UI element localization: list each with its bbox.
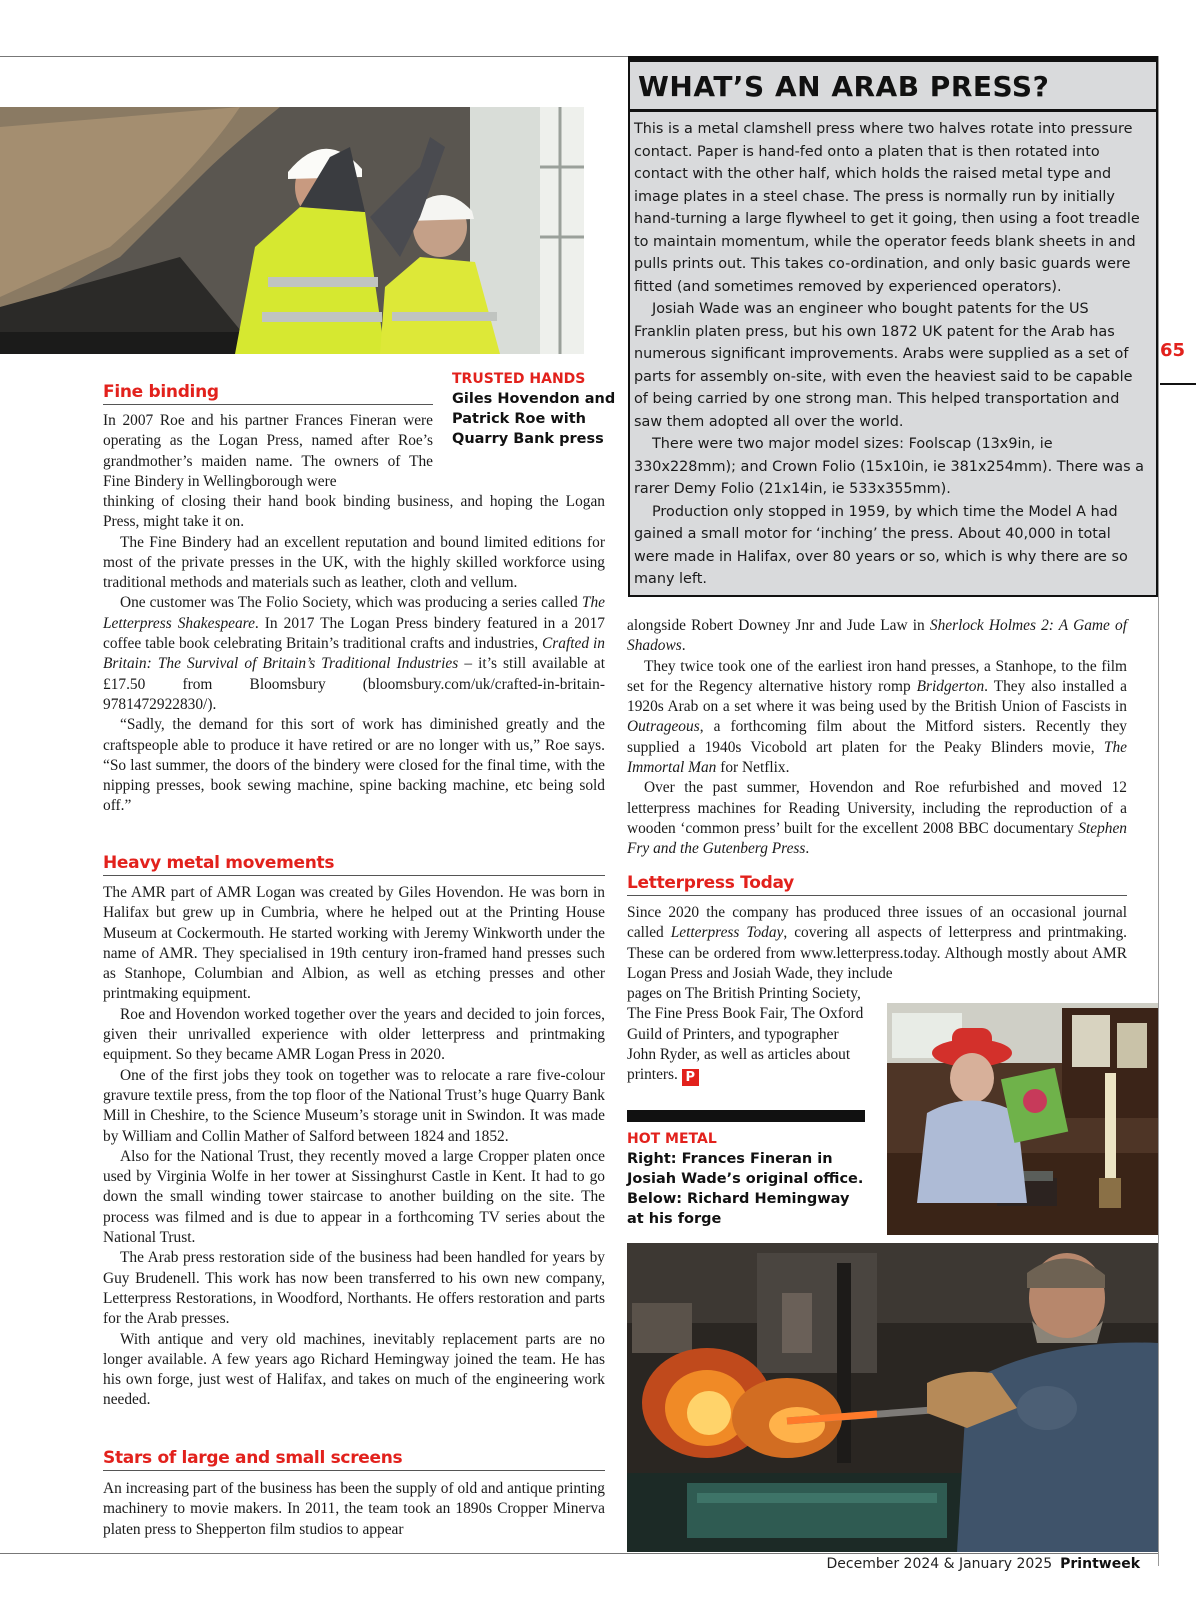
italic-title: Stephen Fry and the Gutenberg Press [627, 819, 1127, 858]
boxout-title: WHAT’S AN ARAB PRESS? [630, 62, 1156, 112]
column-letterpress-today-narrow [627, 984, 865, 1086]
photo-office [887, 1003, 1158, 1235]
italic-title: Sherlock Holmes 2: A Game of Shadows [627, 617, 1127, 655]
bottom-rule [0, 1553, 1158, 1554]
text-run: , covering all aspects of letterpress and printmaking. These can be ordered from www.letterpress.today. Although mostly about AMR Logan Press and Josiah Wade, they include [627, 924, 1127, 982]
page-number-rule [1160, 383, 1196, 385]
right-rule [1158, 56, 1159, 1566]
text-run: . [681, 637, 686, 655]
column-letterpress-today [627, 903, 1127, 984]
body-paragraph: The Fine Bindery had an excellent reputation and bound limited editions for most of the private presses in the UK, with the highly skilled workforce using traditional methods and materials such as leather, cloth and vellum. [103, 533, 605, 592]
body-paragraph: The Arab press restoration side of the business had been handled for years by Guy Brudenell. This work has now been transferred to his own new company, Letterpress Restorations, in Woodford, Northants. He offers restoration and parts for the Arab presses. [103, 1249, 605, 1328]
boxout-paragraph: Josiah Wade was an engineer who bought patents for the US Franklin platen press, but his own 1872 UK patent for the Arab has numerous significant improvements. Arabs were supplied as a set of parts for assembly on-site, with even the heaviest said to be capable of being carried by one strong man. This helped transportation and saw them adopted all over the world. [634, 301, 1133, 430]
boxout-paragraph: Production only stopped in 1959, by which time the Model A had gained a small motor for ‘inching’ the press. About 40,000 in total were made in Halifax, over 80 years or so, which is why there are so many left. [634, 503, 1128, 587]
text-run: – it’s still available at £17.50 from Bloomsbury (bloomsbury.com/uk/crafted-in-britain-9781472922830/). [103, 655, 605, 713]
arab-press-boxout [628, 62, 1158, 597]
body-paragraph: The AMR part of AMR Logan was created by Giles Hovendon. He was born in Halifax but grew up in Cumbria, where he helped out at the Printing House Museum at Cockermouth. He started working with Jeremy Winkworth under the name of AMR. They specialised in 19th century iron-framed hand presses such as Stanhope, Columbian and Albion, as well as etching presses and other printmaking equipment. [103, 884, 605, 1003]
caption-text: Giles Hovendon and Patrick Roe with Quarry Bank press [452, 391, 616, 447]
caption-trusted-hands [452, 369, 617, 449]
italic-title: Bridgerton [916, 677, 985, 695]
body-paragraph [103, 593, 605, 715]
subhead-stars: Stars of large and small screens [103, 1448, 605, 1471]
text-run: Over the past summer, Hovendon and Roe refurbished and moved 12 letterpress machines for Reading University, including the reproduction of a wooden ‘common press’ built for the excellent 2008 BBC documentary [627, 779, 1127, 837]
text-run: , a forthcoming film about the Mitford sisters. Recently they supplied a 1940s Vicobold art platen for the Peaky Blinders movie, [627, 718, 1127, 756]
italic-title: Letterpress Today [670, 924, 784, 942]
text-run: . In 2017 The Logan Press bindery featured in a 2017 coffee table book celebrating Britain’s traditional crafts and industries, [103, 614, 605, 653]
body-paragraph: One of the first jobs they took on together was to relocate a rare five-colour gravure textile press, from the top floor of the National Trust’s huge Quarry Bank Mill in Cheshire, to the Science Museum’s storage unit in Swindon. It was made by William and Collin Mather of Salford between 1824 and 1852. [103, 1066, 605, 1145]
page-number: 65 [1160, 340, 1186, 361]
body-paragraph [627, 616, 1127, 657]
body-paragraph [627, 984, 865, 1086]
body-paragraph [627, 903, 1127, 984]
caption-title: TRUSTED HANDS [452, 371, 586, 387]
body-paragraph: With antique and very old machines, inevitably replacement parts are no longer available. A few years ago Richard Hemingway joined the team. He has his own forge, just west of Halifax, and takes on much of the engineering work needed. [103, 1330, 605, 1409]
body-paragraph: “Sadly, the demand for this sort of work has diminished greatly and the craftspeople able to produce it have retired or are no longer with us,” Roe says. “So last summer, the doors of the bindery were closed for the final time, with the nipping presses, book sewing machine, spine backing machine, etc being sold off.” [103, 716, 605, 815]
photo-trusted-hands [0, 107, 584, 354]
text-run: alongside Robert Downey Jnr and Jude Law in [627, 617, 930, 634]
italic-title: Crafted in Britain: The Survival of Britain’s Traditional Industries [103, 635, 605, 673]
boxout-body [630, 112, 1156, 591]
column-heavy-metal [103, 883, 605, 1411]
column-two [627, 616, 1127, 860]
italic-title: The Immortal Man [627, 738, 1127, 777]
italic-title: The Letterpress Shakespeare [103, 594, 605, 632]
text-run: pages on The British Printing Society, The Fine Press Book Fair, The Oxford Guild of Printers, and typographer John Ryder, as well as articles about printers. [627, 985, 864, 1084]
text-run: One customer was The Folio Society, which was producing a series called [120, 594, 582, 612]
masthead-brand: Printweek [1060, 1556, 1140, 1572]
subhead-heavy-metal: Heavy metal movements [103, 853, 605, 876]
boxout-paragraph: This is a metal clamshell press where two halves rotate into pressure contact. Paper is hand-fed onto a platen that is then rotated into contact with the other half, which holds the raised metal type and image plates in a steel chase. The press is normally run by initially hand-turning a large flywheel to get it going, then using a foot treadle to maintain momentum, while the operator feeds blank sheets in and pulls prints out. This takes co-ordination, and only basic guards were fitted (and sometimes removed by experienced operators). [634, 121, 1140, 295]
subhead-fine-binding: Fine binding [103, 382, 433, 405]
text-run: They twice took one of the earliest iron hand presses, a Stanhope, to the film set for the Regency alternative history romp [627, 657, 1127, 695]
boxout-paragraph: There were two major model sizes: Foolscap (13x9in, ie 330x228mm); and Crown Folio (15x10in, ie 381x254mm). There was a rarer Demy Folio (21x14in, ie 533x355mm). [634, 436, 1145, 497]
caption-title: HOT METAL [627, 1131, 717, 1147]
column-stars [103, 1479, 605, 1540]
caption-text: Right: Frances Fineran in Josiah Wade’s original office. Below: Richard Hemingway at his forge [627, 1151, 864, 1227]
issue-date: December 2024 & January 2025 [826, 1556, 1053, 1572]
body-paragraph [627, 778, 1127, 859]
body-paragraph: In 2007 Roe and his partner Frances Fineran were operating as the Logan Press, named after Roe’s grandmother’s maiden name. The owners of The Fine Bindery in Wellingborough were [103, 412, 433, 490]
italic-title: Outrageous [627, 718, 700, 736]
column-one [103, 492, 605, 817]
caption-bar [627, 1110, 865, 1122]
text-run: . They also installed a 1920s Arab on a set where it was being used by the British Union of Fascists in [627, 677, 1127, 716]
photo-forge [627, 1243, 1158, 1552]
body-paragraph: Roe and Hovendon worked together over the years and decided to join forces, given their unrivalled experience with older letterpress and printmaking equipment. So they became AMR Logan Press in 2020. [103, 1005, 605, 1064]
text-run: for Netflix. [716, 759, 790, 777]
subhead-letterpress-today: Letterpress Today [627, 873, 1127, 896]
column-fine-binding-top [103, 411, 433, 492]
page-footer [826, 1556, 1140, 1572]
body-paragraph: An increasing part of the business has been the supply of old and antique printing machinery to movie makers. In 2011, the team took an 1890s Cropper Minerva platen press to Shepperton film studios to appear [103, 1480, 605, 1538]
text-run: Since 2020 the company has produced three issues of an occasional journal called [627, 904, 1127, 942]
caption-hot-metal [627, 1129, 867, 1229]
printweek-end-mark-icon: P [682, 1069, 699, 1086]
body-paragraph: Also for the National Trust, they recently moved a large Cropper platen once used by Virginia Wolfe in her tower at Sissinghurst Castle in Kent. It had to go down the small winding tower staircase to another building on the site. The process was filmed and is due to appear in a forthcoming TV series about the National Trust. [103, 1147, 605, 1247]
body-paragraph [627, 657, 1127, 779]
body-paragraph: thinking of closing their hand book binding business, and hoping the Logan Press, might take it on. [103, 493, 605, 531]
text-run: . [805, 840, 810, 858]
